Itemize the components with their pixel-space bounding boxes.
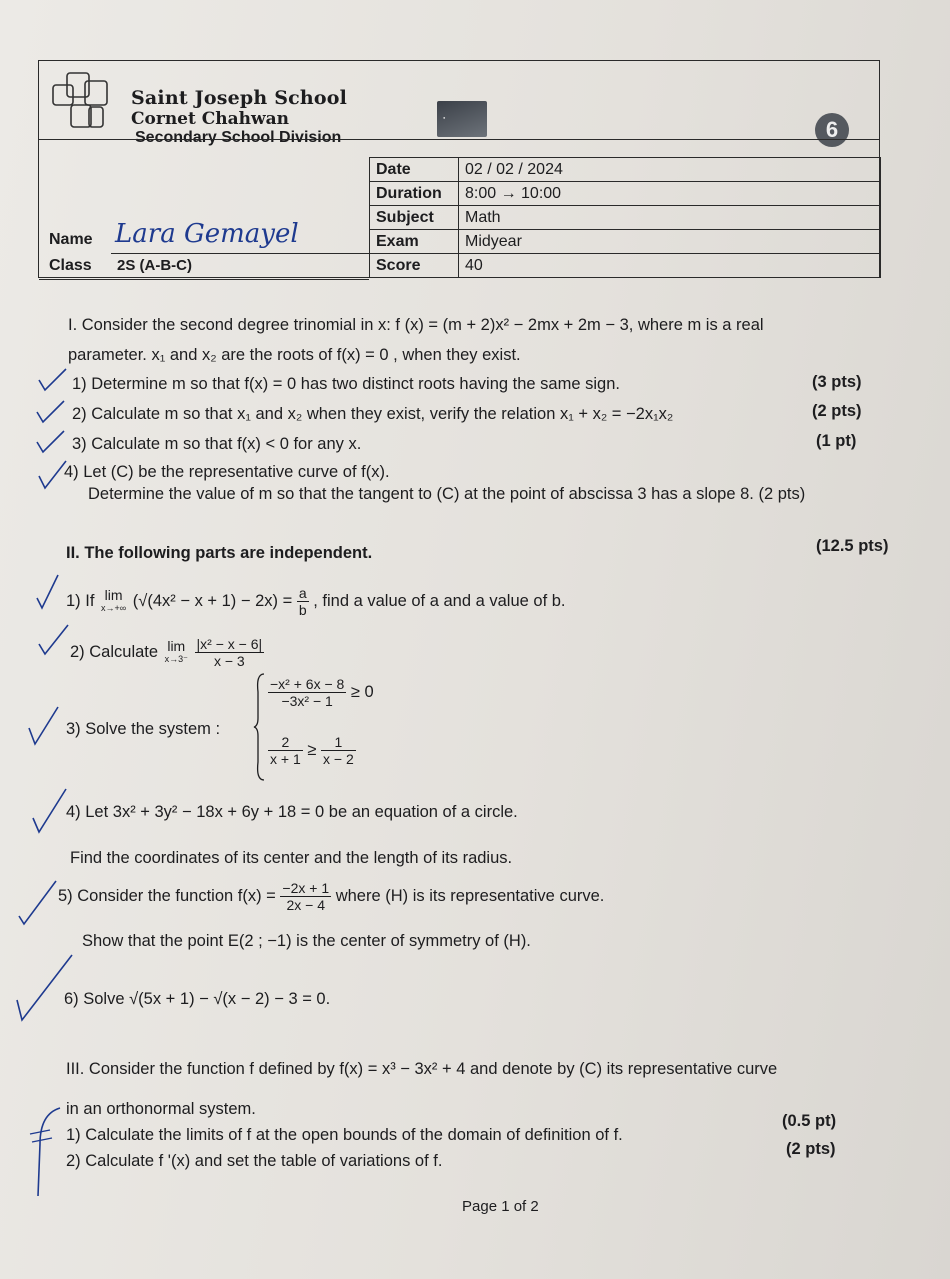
part1-intro-line1: I. Consider the second degree trinomial in x: f (x) = (m + 2)x² − 2mx + 2m − 3, where m is a real (68, 316, 764, 334)
name-label: Name (49, 231, 93, 248)
part2-q2-prefix: 2) Calculate (70, 642, 159, 661)
fraction-denominator: x + 1 (270, 751, 301, 767)
fraction-numerator: a (298, 585, 307, 601)
part2-q1-prefix: 1) If (66, 591, 95, 610)
part2-q3-prefix: 3) Solve the system : (66, 720, 221, 738)
part3-q2: 2) Calculate f '(x) and set the table of variations of f. (66, 1152, 443, 1170)
part1-q4-line1: 4) Let (C) be the representative curve of f(x). (64, 463, 390, 481)
part2-q2-fraction (195, 636, 265, 669)
subject-label: Subject (370, 206, 459, 230)
fraction-denominator: x − 2 (323, 751, 354, 767)
checkmark-icon (14, 952, 76, 1024)
checkmark-icon (26, 704, 62, 748)
system-brace-icon (252, 672, 266, 782)
checkmark-icon (16, 878, 60, 928)
checkmark-icon (36, 622, 72, 658)
inequality-relation: ≥ (307, 740, 317, 759)
duration-label: Duration (370, 182, 459, 206)
exam-header (38, 60, 880, 278)
part2-q5-line2: Show that the point E(2 ; −1) is the center of symmetry of (H). (82, 932, 531, 950)
award-badge-icon: ● (437, 101, 487, 137)
fraction-denominator: 2x − 4 (286, 897, 326, 913)
part1-q1: 1) Determine m so that f(x) = 0 has two distinct roots having the same sign. (72, 375, 620, 393)
part2-title: II. The following parts are independent. (66, 544, 373, 562)
checkmark-icon (36, 366, 70, 394)
part1-q3: 3) Calculate m so that f(x) < 0 for any x. (72, 435, 362, 453)
part2-q5-suffix: where (H) is its representative curve. (335, 886, 605, 905)
bracket-mark-icon (26, 1104, 66, 1200)
table-row (370, 254, 881, 278)
exam-info-table (369, 157, 881, 278)
subject-value: Math (459, 206, 881, 230)
fraction-numerator: 1 (321, 734, 356, 751)
part2-q3-eq1-fraction (268, 676, 346, 709)
score-value: 40 (459, 254, 881, 278)
name-underline (111, 253, 369, 254)
part1-q4-line2: Determine the value of m so that the tangent to (C) at the point of abscissa 3 has a slope 8. (2 pts) (88, 485, 806, 503)
class-label: Class (49, 257, 92, 274)
part2-q1-limit (101, 586, 127, 615)
date-value: 02 / 02 / 2024 (459, 158, 881, 182)
part2-q1-fraction (297, 585, 309, 618)
part1-intro-line2: parameter. x₁ and x₂ are the roots of f(x) = 0 , when they exist. (68, 346, 521, 364)
class-value: 2S (A-B-C) (117, 257, 192, 274)
part2-q5 (58, 880, 604, 913)
part2-points: (12.5 pts) (816, 537, 889, 555)
table-row (370, 206, 881, 230)
exam-label: Exam (370, 230, 459, 254)
school-division: Secondary School Division (135, 129, 342, 146)
part2-q3-eq2-left (268, 734, 303, 767)
part2-q2 (70, 636, 264, 669)
school-name: Saint Joseph School (131, 87, 348, 109)
limit-subscript: x→+∞ (101, 602, 127, 613)
limit-symbol: lim (167, 637, 186, 654)
part2-q3-eq2 (268, 734, 356, 767)
part3-q1-points: (0.5 pt) (782, 1112, 837, 1130)
part2-q3-eq2-right (321, 734, 356, 767)
part2-q2-limit (164, 637, 188, 666)
fraction-numerator: |x² − x − 6| (196, 636, 263, 652)
part3-intro-line2: in an orthonormal system. (66, 1100, 256, 1118)
grade-mark: 6 (815, 113, 849, 147)
fraction-numerator: −x² + 6x − 8 (270, 676, 345, 692)
checkmark-icon (34, 572, 62, 612)
inequality-relation: ≥ 0 (350, 682, 374, 701)
exam-value: Midyear (459, 230, 881, 254)
part2-q1 (66, 585, 566, 618)
class-underline (39, 279, 369, 280)
part2-q5-prefix: 5) Consider the function f(x) = (58, 886, 276, 905)
part3-q1: 1) Calculate the limits of f at the open bounds of the domain of definition of f. (66, 1126, 623, 1144)
part1-q3-points: (1 pt) (816, 432, 857, 450)
fraction-numerator: −2x + 1 (282, 880, 330, 896)
part2-q3-eq1 (268, 676, 374, 709)
checkmark-icon (30, 786, 70, 836)
fraction-denominator: b (298, 602, 307, 618)
part2-q6: 6) Solve √(5x + 1) − √(x − 2) − 3 = 0. (64, 990, 331, 1008)
part1-q2: 2) Calculate m so that x₁ and x₂ when they exist, verify the relation x₁ + x₂ = −2x₁x₂ (72, 405, 674, 423)
school-location: Cornet Chahwan (131, 109, 290, 129)
header-divider (39, 139, 879, 140)
part2-q1-suffix: , find a value of a and a value of b. (313, 591, 566, 610)
part2-q4-line2: Find the coordinates of its center and the length of its radius. (70, 849, 513, 867)
fraction-denominator: x − 3 (213, 653, 245, 669)
part3-q2-points: (2 pts) (786, 1140, 836, 1158)
score-label: Score (370, 254, 459, 278)
limit-subscript: x→3⁻ (164, 653, 188, 664)
table-row (370, 230, 881, 254)
part2-q1-expression: (√(4x² − x + 1) − 2x) = (132, 591, 293, 610)
duration-value: 8:00 → 10:00 (459, 182, 881, 206)
part1-q2-points: (2 pts) (812, 402, 862, 420)
part2-q4-line1: 4) Let 3x² + 3y² − 18x + 6y + 18 = 0 be an equation of a circle. (66, 803, 518, 821)
fraction-numerator: 2 (268, 734, 303, 751)
fraction-denominator: −3x² − 1 (281, 693, 333, 709)
table-row (370, 158, 881, 182)
part1-q1-points: (3 pts) (812, 373, 862, 391)
part3-intro-line1: III. Consider the function f defined by f(x) = x³ − 3x² + 4 and denote by (C) its representative curve (66, 1060, 778, 1078)
table-row (370, 182, 881, 206)
page-footer: Page 1 of 2 (462, 1198, 539, 1215)
limit-symbol: lim (104, 586, 123, 603)
student-name: Lara Gemayel (115, 219, 299, 249)
part2-q5-fraction (280, 880, 331, 913)
checkmark-icon (34, 428, 68, 456)
date-label: Date (370, 158, 459, 182)
checkmark-icon (34, 398, 68, 426)
